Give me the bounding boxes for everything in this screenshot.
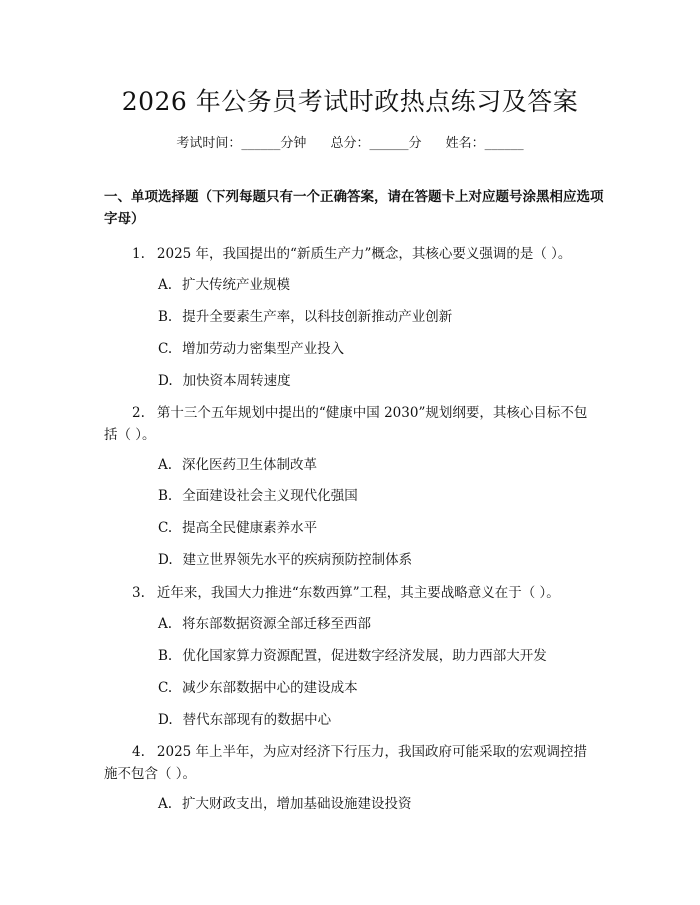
option-letter: D. (158, 373, 173, 389)
option-letter: B. (158, 648, 173, 664)
option-text: 提高全民健康素养水平 (182, 520, 318, 536)
exam-time-field: 考试时间：______分钟 (176, 136, 307, 151)
option-text: 建立世界领先水平的疾病预防控制体系 (182, 552, 413, 568)
page-title: 2026 年公务员考试时政热点练习及答案 (121, 87, 579, 116)
option-text: 扩大传统产业规模 (182, 277, 291, 293)
question-1-option-d (158, 371, 291, 391)
question-number: 1. (132, 246, 145, 262)
option-letter: A. (158, 457, 173, 473)
option-text: 加快资本周转速度 (182, 373, 291, 389)
question-1-option-c (158, 339, 344, 359)
question-2-option-c (158, 518, 317, 538)
option-letter: B. (158, 488, 173, 504)
option-letter: D. (158, 712, 173, 728)
question-text: 2025 年，我国提出的“新质生产力”概念，其核心要义强调的是（ ）。 (156, 246, 572, 262)
option-text: 优化国家算力资源配置，促进数字经济发展，助力西部大开发 (182, 648, 547, 664)
question-1-option-b (158, 307, 452, 327)
question-3-option-d (158, 710, 331, 730)
question-number: 2. (132, 405, 145, 421)
question-text: 近年来，我国大力推进“东数西算”工程，其主要战略意义在于（ ）。 (156, 585, 560, 601)
question-text: 第十三个五年规划中提出的“健康中国 2030”规划纲要，其核心目标不包括（ ）。 (104, 405, 588, 443)
question-4 (104, 741, 596, 785)
name-field: 姓名：______ (445, 136, 524, 151)
option-letter: A. (158, 616, 173, 632)
option-letter: A. (158, 277, 173, 293)
question-number: 4. (132, 744, 145, 760)
option-text: 增加劳动力密集型产业投入 (182, 341, 345, 357)
question-2-option-d (158, 550, 412, 570)
question-3-option-a (158, 614, 371, 634)
question-3 (104, 582, 596, 604)
option-text: 替代东部现有的数据中心 (182, 712, 332, 728)
question-1 (104, 243, 596, 265)
option-text: 深化医药卫生体制改革 (182, 457, 318, 473)
option-letter: C. (158, 520, 173, 536)
question-4-option-a (158, 794, 412, 814)
question-1-option-a (158, 275, 290, 295)
question-3-option-c (158, 678, 358, 698)
question-text: 2025 年上半年，为应对经济下行压力，我国政府可能采取的宏观调控措施不包含（ ）。 (104, 744, 588, 782)
exam-info-line (0, 132, 700, 151)
section-heading: 一、单项选择题（下列每题只有一个正确答案，请在答题卡上对应题号涂黑相应选项字母） (104, 189, 604, 227)
option-text: 将东部数据资源全部迁移至西部 (182, 616, 372, 632)
option-text: 全面建设社会主义现代化强国 (182, 488, 358, 504)
option-letter: C. (158, 341, 173, 357)
option-letter: B. (158, 309, 173, 325)
option-text: 提升全要素生产率，以科技创新推动产业创新 (182, 309, 453, 325)
option-text: 扩大财政支出，增加基础设施建设投资 (182, 796, 412, 812)
question-2 (104, 402, 596, 446)
option-letter: C. (158, 680, 173, 696)
option-letter: D. (158, 552, 173, 568)
question-2-option-a (158, 455, 317, 475)
total-score-field: 总分：______分 (330, 136, 422, 151)
question-2-option-b (158, 486, 358, 506)
question-3-option-b (158, 646, 547, 666)
option-letter: A. (158, 796, 173, 812)
option-text: 减少东部数据中心的建设成本 (182, 680, 358, 696)
question-number: 3. (132, 585, 145, 601)
